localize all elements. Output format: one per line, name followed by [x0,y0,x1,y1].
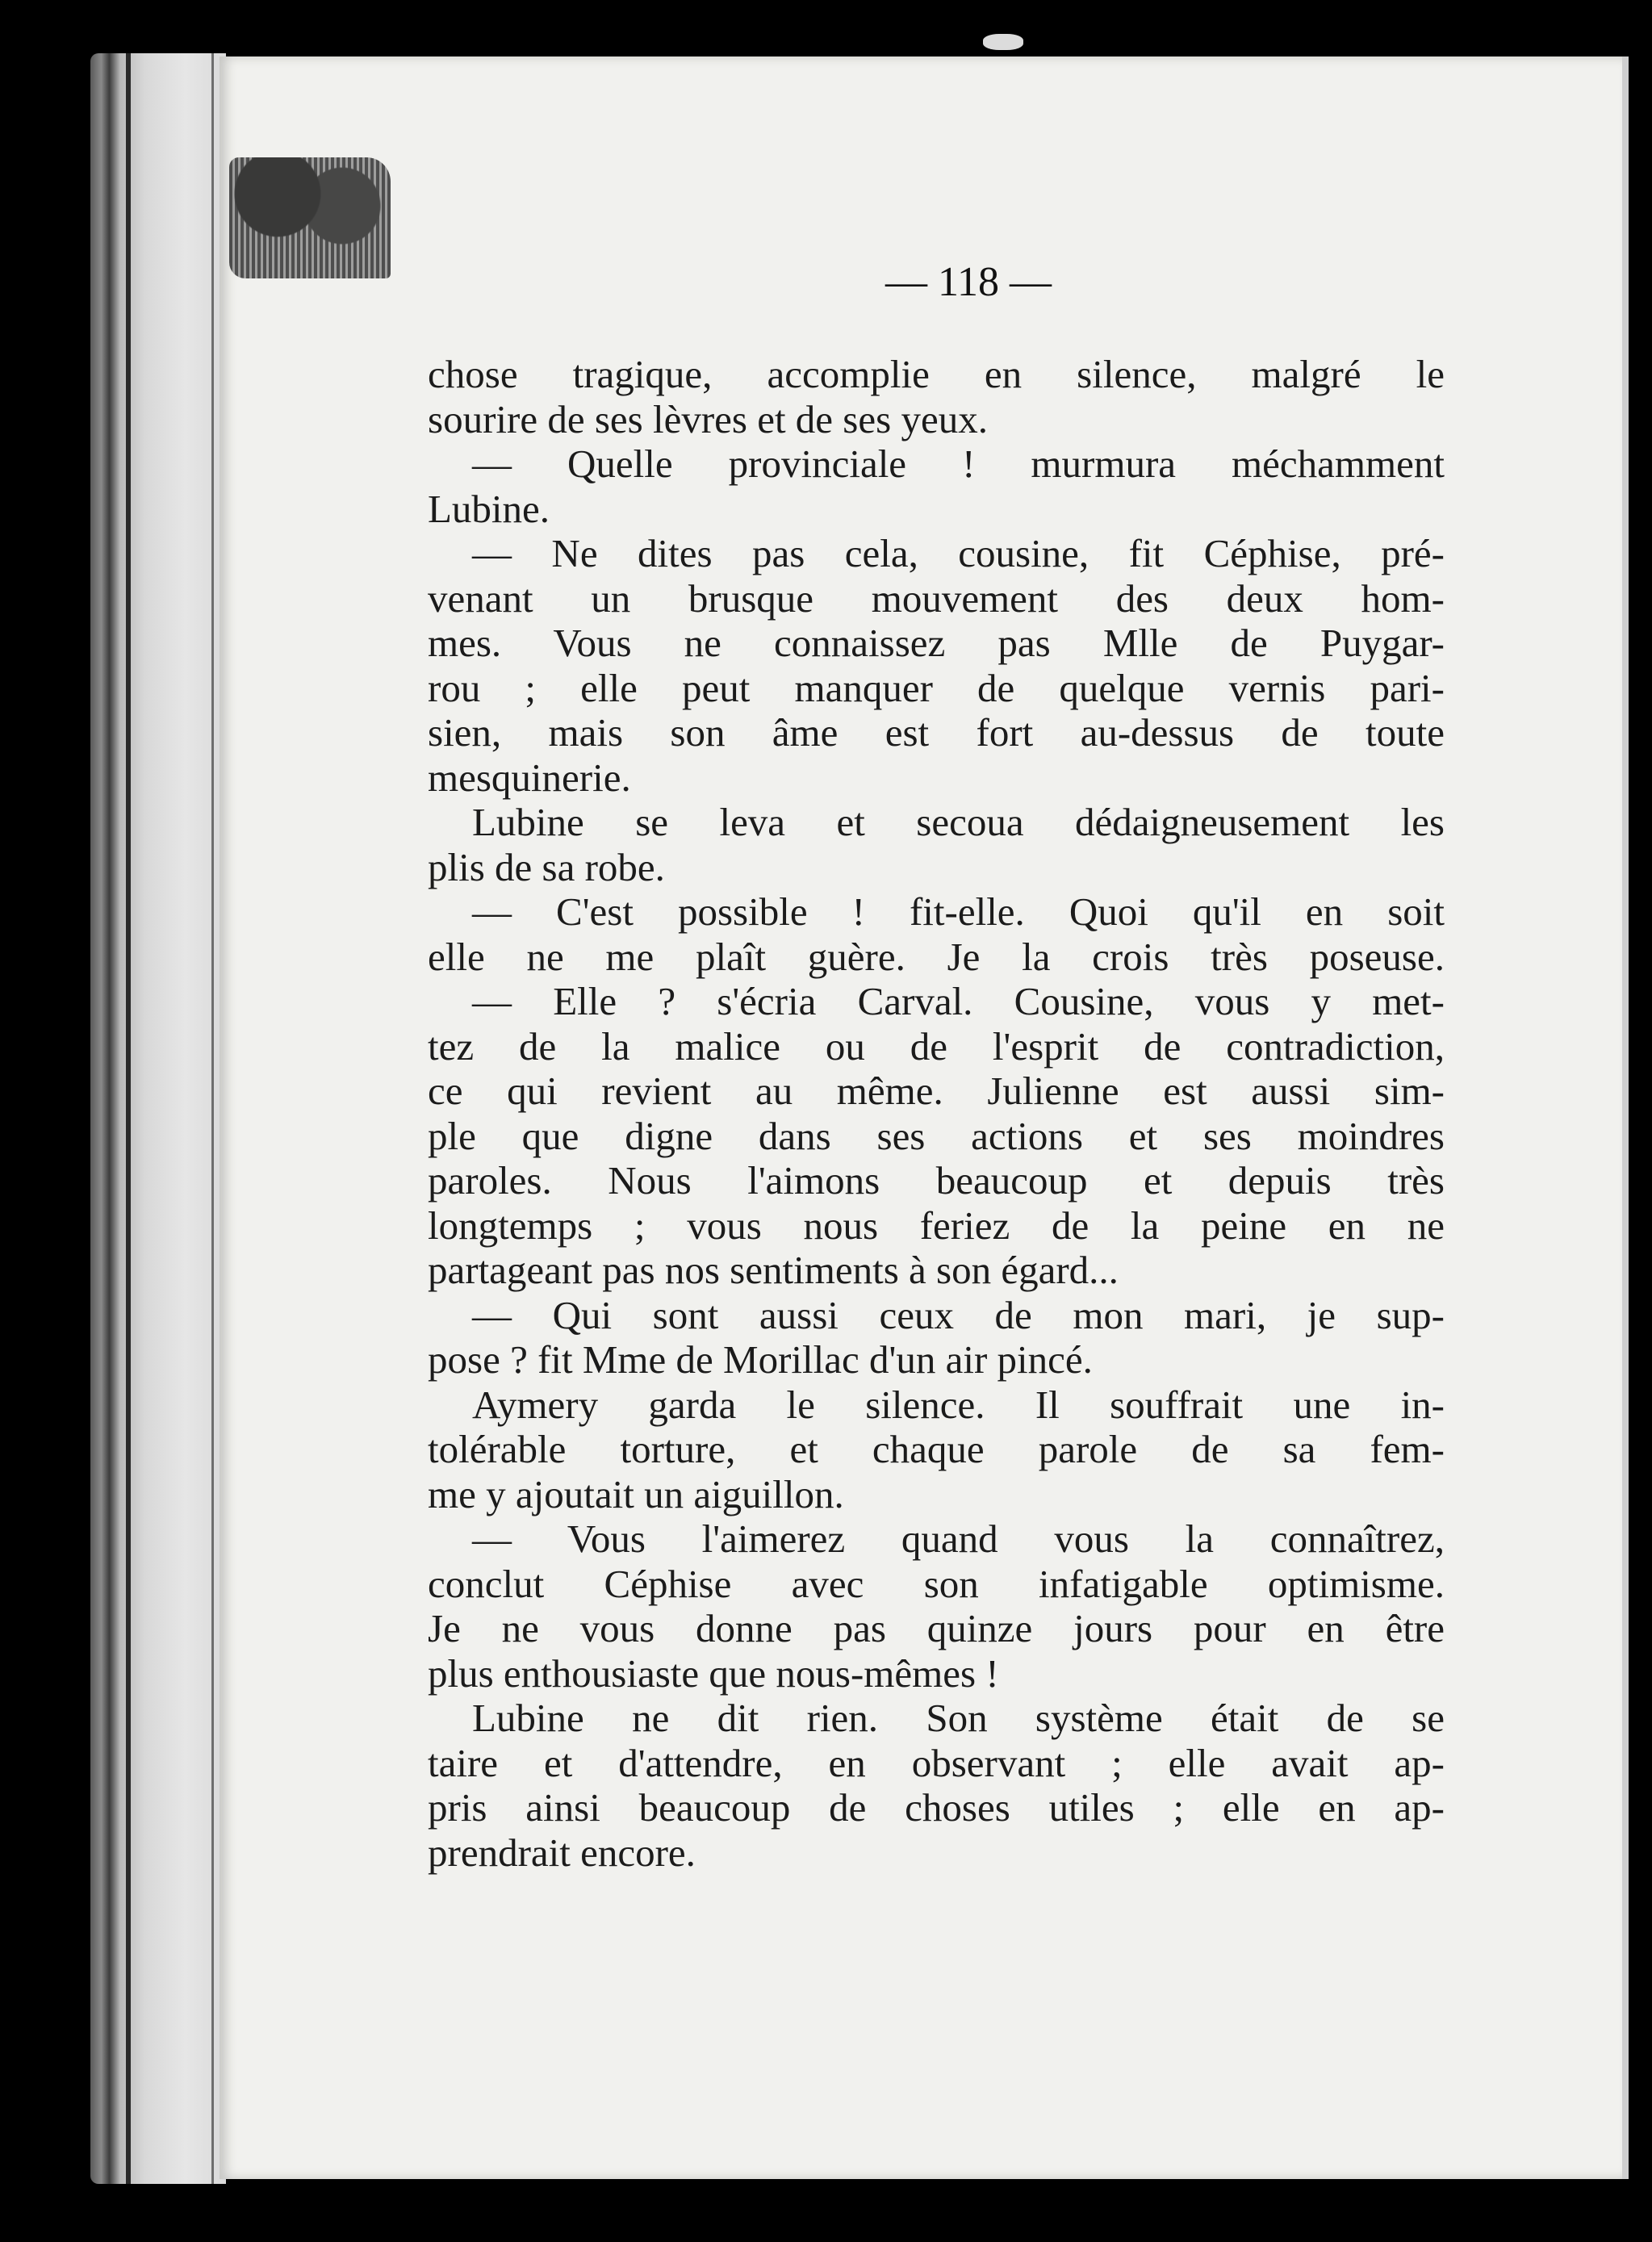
text-line: pris ainsi beaucoup de choses utiles ; elle en ap- [428,1785,1445,1830]
text-line: mes. Vous ne connaissez pas Mlle de Puygar- [428,621,1445,665]
text-line: ple que digne dans ses actions et ses moindres [428,1113,1445,1158]
text-line: sien, mais son âme est fort au-dessus de toute [428,710,1445,755]
text-line: — Quelle provinciale ! murmura méchamment [472,441,1445,486]
text-line: Je ne vous donne pas quinze jours pour en être [428,1606,1445,1650]
text-line: longtemps ; vous nous feriez de la peine en ne [428,1203,1445,1248]
text-line: — Elle ? s'écria Carval. Cousine, vous y met- [472,979,1445,1023]
book-spine [90,53,226,2184]
text-line: — C'est possible ! fit-elle. Quoi qu'il en soit [472,889,1445,934]
text-line: pose ? fit Mme de Morillac d'un air pincé. [428,1337,1093,1382]
spine-edge-line [211,53,214,2184]
binding-mark [983,34,1023,50]
text-line: tez de la malice ou de l'esprit de contradiction, [428,1023,1445,1069]
text-line: elle ne me plaît guère. Je la crois très poseuse. [428,934,1445,979]
text-line: paroles. Nous l'aimons beaucoup et depuis très [428,1158,1445,1203]
text-line: Aymery garda le silence. Il souffrait une in- [472,1382,1445,1427]
page-edge [1622,56,1629,2179]
text-line: — Vous l'aimerez quand vous la connaîtrez, [472,1516,1445,1561]
text-line: rou ; elle peut manquer de quelque vernis pari- [428,665,1445,710]
text-line: me y ajoutait un aiguillon. [428,1471,844,1516]
text-line: venant un brusque mouvement des deux hom- [428,575,1445,621]
text-line: plis de sa robe. [428,844,665,889]
text-line: Lubine se leva et secoua dédaigneusement les [472,800,1445,844]
corner-stain [229,157,391,278]
spine-fold-line [126,53,131,2184]
text-line: tolérable torture, et chaque parole de sa fem- [428,1427,1445,1471]
text-line: conclut Céphise avec son infatigable optimisme. [428,1561,1445,1606]
text-line: partageant pas nos sentiments à son égard... [428,1248,1119,1292]
body-text [428,352,1445,1875]
text-line: — Qui sont aussi ceux de mon mari, je sup- [472,1292,1445,1337]
text-line: plus enthousiaste que nous-mêmes ! [428,1650,999,1696]
text-line: chose tragique, accomplie en silence, malgré le [428,352,1445,396]
text-line: sourire de ses lèvres et de ses yeux. [428,396,988,441]
text-line: prendrait encore. [428,1830,696,1875]
text-line: Lubine ne dit rien. Son système était de se [472,1696,1445,1740]
text-line: Lubine. [428,486,550,531]
text-line: — Ne dites pas cela, cousine, fit Céphise, pré- [472,531,1445,575]
page-number: — 118 — [885,259,1052,305]
text-line: taire et d'attendre, en observant ; elle avait ap- [428,1740,1445,1785]
text-line: ce qui revient au même. Julienne est aussi sim- [428,1069,1445,1113]
text-line: mesquinerie. [428,755,631,800]
